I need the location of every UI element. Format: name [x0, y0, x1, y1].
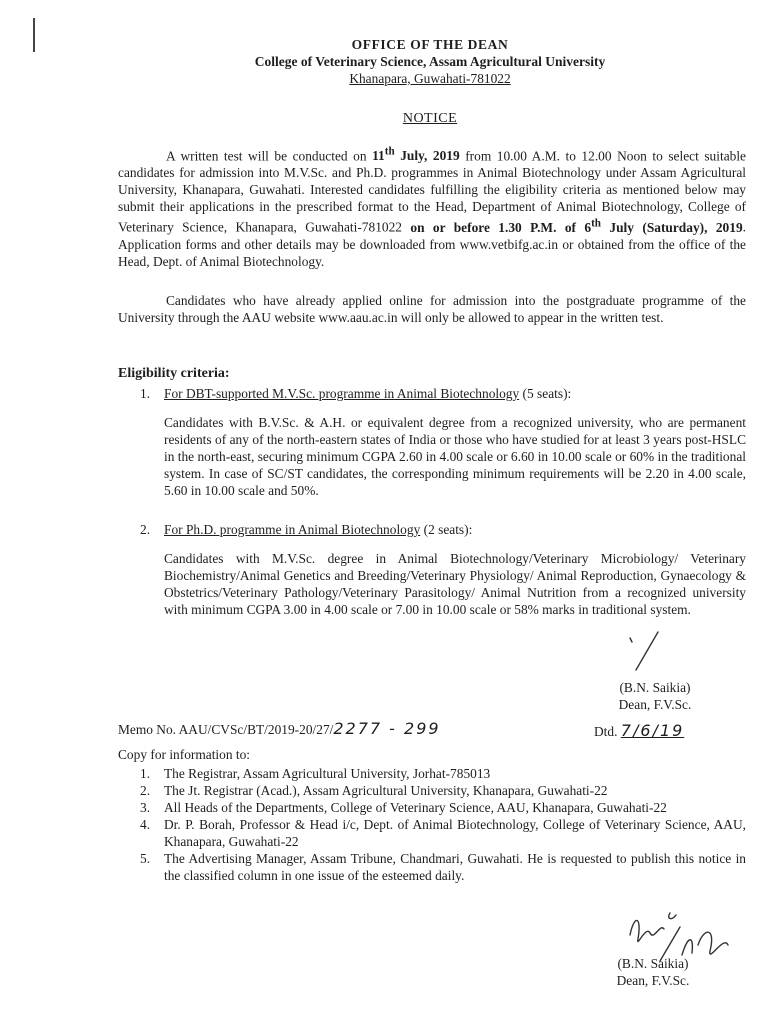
eligibility-item-title [164, 385, 571, 402]
deadline-suffix: th [591, 217, 601, 230]
list-number: 2. [140, 783, 151, 798]
memo-label: Memo No. AAU/CVSc/BT/2019-20/27/ [118, 722, 334, 737]
list-text: Dr. P. Borah, Professor & Head i/c, Dept. of Animal Biotechnology, College of Veterinary Science, AAU, Khanapara, Guwahati-22 [164, 817, 746, 849]
deadline-pre: on or before 1.30 P.M. of 6 [410, 219, 592, 235]
office-title: OFFICE OF THE DEAN [351, 37, 509, 52]
scan-artifact [33, 18, 35, 52]
signature-mark-1 [628, 628, 668, 674]
eligibility-item-body: Candidates with B.V.Sc. & A.H. or equivalent degree from a recognized university, who are permanent residents of any of the north-eastern states of India or those who have studied for at least 3 years post-HSLC in the north-east, securing minimum CGPA 2.60 in 4.00 scale or 6.60 in 10.00 scale or 60% in the traditional system. In case of SC/ST candidates, the corresponding minimum requirements will be 2.20 in 4.00 scale, 5.60 in 10.00 scale and 50%. [164, 415, 746, 498]
signatory-name: (B.N. Saikia) [617, 956, 689, 971]
list-text: All Heads of the Departments, College of Veterinary Science, AAU, Khanapara, Guwahati-22 [164, 800, 667, 815]
list-text: The Registrar, Assam Agricultural University, Jorhat-785013 [164, 766, 491, 781]
signatory-title: Dean, F.V.Sc. [616, 973, 690, 988]
eligibility-item-title [164, 521, 472, 538]
eligibility-programme-mvsc: For DBT-supported M.V.Sc. programme in Animal Biotechnology [164, 386, 520, 401]
eligibility-item-number: 2. [140, 522, 151, 537]
p1-text-b: from 10.00 A.M. to 12.00 Noon to select suitable candidates for admission into M.V.Sc. and Ph.D. programmes in Animal Biotechnology under Assam Agricultural University, Khanapara, Guwahati. Interested candidates fulfilling the eligibility criteria as mentioned below may submit their applications in the prescribed format to the Head, Department of Animal Biotechnology, College of Veterinary Science, Khanapara, Guwahati-781022 [118, 148, 746, 235]
date-label: Dtd. [594, 724, 618, 739]
copy-list [140, 765, 746, 884]
deadline-post: July (Saturday), 2019 [601, 219, 743, 235]
list-item [140, 816, 746, 850]
test-date-day: 11 [372, 148, 385, 164]
signatory-name: (B.N. Saikia) [619, 680, 691, 695]
memo-handwritten-number: 2277 - 299 [333, 719, 441, 738]
list-number: 5. [140, 851, 151, 866]
list-item [140, 799, 746, 816]
eligibility-item-number: 1. [140, 386, 151, 401]
memo-number [118, 720, 441, 738]
list-item [140, 782, 746, 799]
list-number: 3. [140, 800, 151, 815]
list-number: 4. [140, 817, 151, 832]
test-date-suffix: th [384, 146, 395, 158]
p1-text-c: . Application forms and other details may be downloaded from www.vetbifg.ac.in or obtained from the office of the Head, Dept. of Animal Biotechnology. [118, 219, 746, 269]
signatory-block [598, 955, 708, 989]
list-text: The Advertising Manager, Assam Tribune, Chandmari, Guwahati. He is requested to publish this notice in the classified column in one issue of the esteemed daily. [164, 851, 746, 883]
eligibility-seats: (2 seats): [420, 522, 473, 537]
notice-heading: NOTICE [402, 111, 458, 126]
signatory-title: Dean, F.V.Sc. [618, 697, 692, 712]
notice-paragraph-2: Candidates who have already applied online for admission into the postgraduate programme of the University through the AAU website www.aau.ac.in will only be allowed to appear in the written test. [118, 293, 746, 325]
date-handwritten: 7/6/19 [620, 721, 685, 740]
p1-text-a: A written test will be conducted on [166, 148, 373, 164]
list-number: 1. [140, 766, 151, 781]
list-text: The Jt. Registrar (Acad.), Assam Agricultural University, Khanapara, Guwahati-22 [164, 783, 608, 798]
list-item [140, 850, 746, 884]
college-address: Khanapara, Guwahati-781022 [349, 71, 511, 86]
test-date [372, 148, 460, 163]
college-name: College of Veterinary Science, Assam Agricultural University [254, 54, 606, 69]
eligibility-item-body: Candidates with M.V.Sc. degree in Animal Biotechnology/Veterinary Microbiology/ Veterinary Biochemistry/Animal Genetics and Breeding/Veterinary Physiology/ Animal Reproduction, Gynaecology & Obstetrics/Veterinary Pathology/Veterinary Parasitology/ Animal Nutrition from a recognized university with minimum CGPA 3.00 in 4.00 scale or 7.00 in 10.00 scale or 58% marks in traditional system. [164, 551, 746, 617]
memo-date [594, 722, 684, 740]
notice-paragraph-1 [118, 144, 746, 270]
eligibility-heading: Eligibility criteria: [118, 366, 230, 381]
eligibility-programme-phd: For Ph.D. programme in Animal Biotechnology [164, 522, 421, 537]
test-date-month: July, 2019 [394, 148, 460, 164]
letterhead [110, 36, 750, 87]
signatory-block [600, 679, 710, 713]
list-item [140, 765, 746, 782]
copy-heading: Copy for information to: [118, 747, 251, 762]
eligibility-seats: (5 seats): [519, 386, 572, 401]
deadline [410, 217, 743, 235]
